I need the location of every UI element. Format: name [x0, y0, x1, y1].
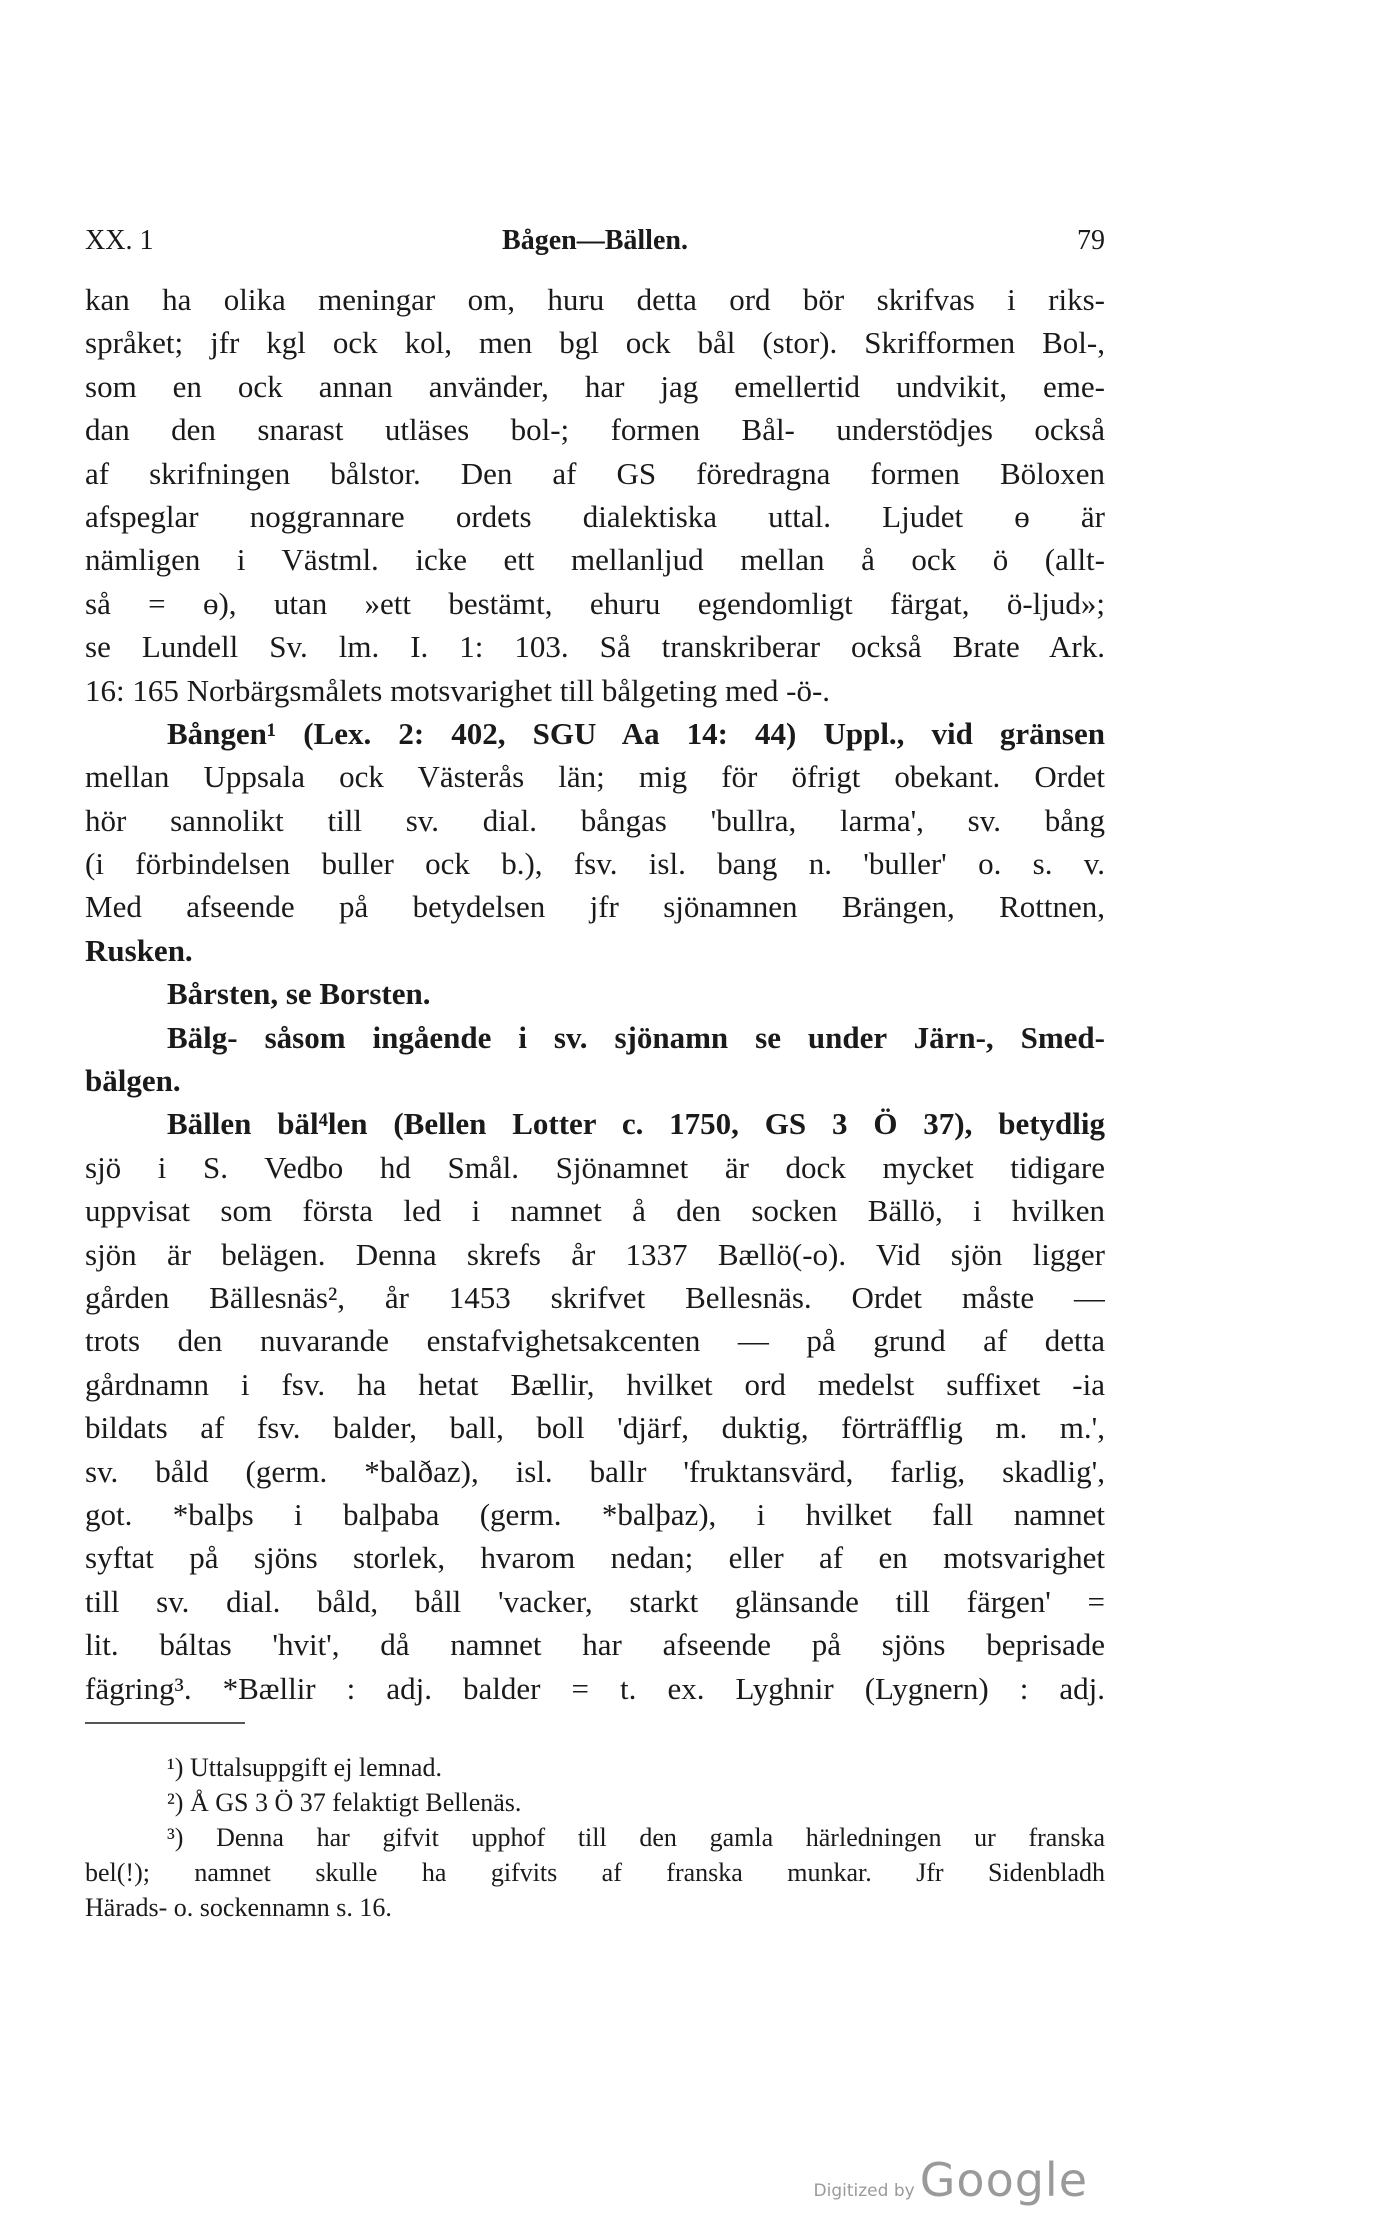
footnote-3-end: Härads- o. sockennamn s. 16.: [85, 1893, 392, 1922]
page-headword-range: Bågen—Bällen.: [502, 225, 688, 256]
text-line: fägring³. *Bællir : adj. balder = t. ex. Lyghnir (Lygnern) : adj.: [85, 1670, 1105, 1706]
text-line: (i förbindelsen buller ock b.), fsv. isl. bang n. 'buller' o. s. v.: [85, 846, 1105, 882]
text-line: som en ock annan använder, har jag emellertid undvikit, eme-: [85, 368, 1105, 404]
entry-balg: Bälg- såsom ingående i sv. sjönamn se under Järn-, Smed-: [167, 1019, 1105, 1055]
text-line: se Lundell Sv. lm. I. 1: 103. Så transkriberar också Brate Ark.: [85, 629, 1105, 665]
footnote-divider: [85, 1722, 245, 1724]
entry-bangen: Bången¹ (Lex. 2: 402, SGU Aa 14: 44) Uppl., vid gränsen: [167, 715, 1105, 751]
text-line: mellan Uppsala ock Västerås län; mig för öfrigt obekant. Ordet: [85, 759, 1105, 795]
text-line: afspeglar noggrannare ordets dialektiska uttal. Ljudet ɵ är: [85, 498, 1105, 534]
text-line: syftat på sjöns storlek, hvarom nedan; eller af en motsvarighet: [85, 1540, 1105, 1576]
text-line: dan den snarast utläses bol-; formen Bål- understödjes också: [85, 412, 1105, 448]
watermark-prefix: Digitized by: [813, 2181, 915, 2201]
text-line: bälgen.: [85, 1063, 181, 1099]
main-text: [85, 278, 1105, 1710]
text-line: 16: 165 Norbärgsmålets motsvarighet till bålgeting med -ö-.: [85, 672, 831, 708]
text-line: så = ɵ), utan »ett bestämt, ehuru egendomligt färgat, ö-ljud»;: [85, 585, 1105, 621]
text-line: sjön är belägen. Denna skrefs år 1337 Bællö(-o). Vid sjön ligger: [85, 1236, 1105, 1272]
text-line: Rusken.: [85, 932, 193, 968]
entry-barsten: Bårsten, se Borsten.: [167, 976, 431, 1012]
page-number: 79: [1077, 225, 1105, 256]
text-line: nämligen i Västml. icke ett mellanljud mellan å ock ö (allt-: [85, 542, 1105, 578]
text-line: lit. báltas 'hvit', då namnet har afseende på sjöns beprisade: [85, 1627, 1105, 1663]
text-line: sv. båld (germ. *balðaz), isl. ballr 'fruktansvärd, farlig, skadlig',: [85, 1453, 1105, 1489]
footnote-2: ²) Å GS 3 Ö 37 felaktigt Bellenäs.: [167, 1788, 522, 1817]
text-line: kan ha olika meningar om, huru detta ord bör skrifvas i riks-: [85, 282, 1105, 317]
text-line: gårdnamn i fsv. ha hetat Bællir, hvilket ord medelst suffixet -ia: [85, 1366, 1105, 1402]
text-line: språket; jfr kgl ock kol, men bgl ock bål (stor). Skrifformen Bol-,: [85, 325, 1105, 361]
footnote-1: ¹) Uttalsuppgift ej lemnad.: [167, 1753, 442, 1782]
text-line: gården Bällesnäs², år 1453 skrifvet Bellesnäs. Ordet måste —: [85, 1279, 1105, 1315]
text-line: hör sannolikt till sv. dial. bångas 'bullra, larma', sv. bång: [85, 802, 1105, 838]
section-number: XX. 1: [85, 225, 154, 256]
google-logo: Google: [919, 2153, 1088, 2207]
text-line: sjö i S. Vedbo hd Smål. Sjönamnet är dock mycket tidigare: [85, 1149, 1105, 1185]
digitized-by-watermark: [814, 2153, 1088, 2207]
footnotes: [85, 1750, 1105, 1925]
text-line: Med afseende på betydelsen jfr sjönamnen Brängen, Rottnen,: [85, 889, 1105, 925]
text-line: till sv. dial. båld, båll 'vacker, starkt glänsande till färgen' =: [85, 1583, 1105, 1619]
text-line: af skrifningen bålstor. Den af GS föredragna formen Böloxen: [85, 455, 1105, 491]
text-line: uppvisat som första led i namnet å den socken Bällö, i hvilken: [85, 1193, 1105, 1229]
footnote-3-cont: bel(!); namnet skulle ha gifvits af franska munkar. Jfr Sidenbladh: [85, 1858, 1105, 1887]
text-line: bildats af fsv. balder, ball, boll 'djärf, duktig, förträfflig m. m.',: [85, 1410, 1105, 1446]
running-header: [85, 225, 1105, 265]
text-line: got. *balþs i balþaba (germ. *balþaz), i hvilket fall namnet: [85, 1496, 1105, 1532]
entry-ballen: Bällen bäl⁴len (Bellen Lotter c. 1750, GS 3 Ö 37), betydlig: [167, 1106, 1105, 1142]
footnote-3: ³) Denna har gifvit upphof till den gamla härledningen ur franska: [167, 1823, 1105, 1852]
text-line: trots den nuvarande enstafvighetsakcenten — på grund af detta: [85, 1323, 1105, 1359]
